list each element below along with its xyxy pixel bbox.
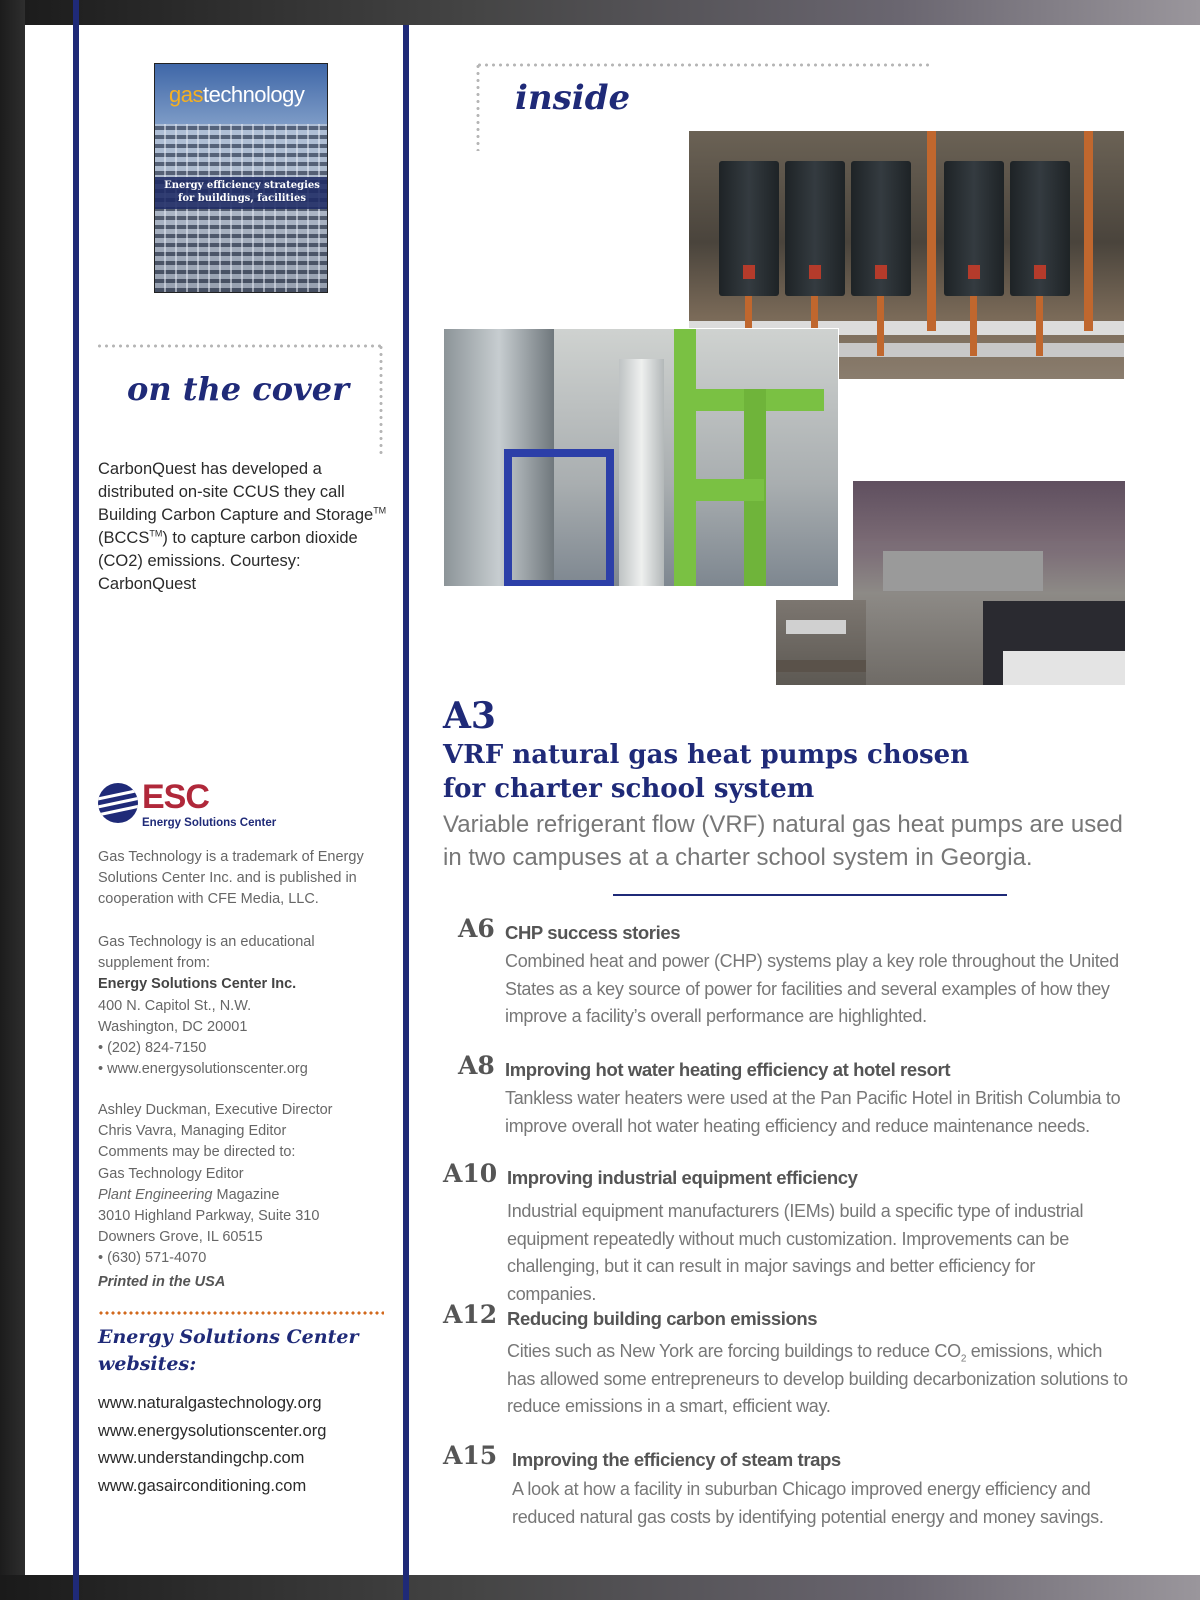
cover-thumbnail[interactable] <box>154 63 328 293</box>
publisher-address-1: 400 N. Capitol St., N.W. <box>98 997 252 1014</box>
article-heading[interactable]: Improving industrial equipment efficiency <box>507 1167 858 1188</box>
caption-text-2: (BCCS <box>98 529 150 547</box>
logo-technology-part: technology <box>202 82 305 107</box>
websites-list <box>98 1390 326 1501</box>
inside-heading: inside <box>515 78 631 118</box>
caption-text-3: ) to capture carbon dioxide (CO2) emissions. Courtesy: CarbonQuest <box>98 529 358 593</box>
left-column-bar <box>73 0 79 1600</box>
editor-address-2: Downers Grove, IL 60515 <box>98 1229 263 1246</box>
website-link[interactable]: www.naturalgastechnology.org <box>98 1394 322 1412</box>
photo-blue-frame <box>504 449 614 587</box>
co2-subscript: 2 <box>960 1353 967 1365</box>
article-summary: Industrial equipment manufacturers (IEMs) build a specific type of industrial equipment repeatedly without much customization. Improvements can be challenging, but it can result in major savings and better efficiency for companies. <box>507 1201 1084 1305</box>
article-summary: A look at how a facility in suburban Chicago improved energy efficiency and reduced natural gas costs by identifying potential energy and money savings. <box>512 1479 1104 1527</box>
article-page-number: A12 <box>443 1300 498 1329</box>
on-the-cover-heading: on the cover <box>127 370 349 408</box>
executive-director: Ashley Duckman, Executive Director <box>98 1102 333 1118</box>
feature-page-number: A3 <box>443 695 496 737</box>
photo-copper-pipe <box>927 131 936 331</box>
photo-heater <box>851 161 911 296</box>
article-summary: Combined heat and power (CHP) systems play a key role throughout the United States as a key source of power for facilities and several examples of how they improve a facility’s overall performance are highlighted. <box>505 951 1119 1027</box>
photo-column <box>619 359 664 587</box>
center-column-bar <box>403 25 409 1600</box>
photo-copper-pipe <box>877 296 884 356</box>
article-heading[interactable]: CHP success stories <box>505 922 681 943</box>
summary-text-2: emissions, which has allowed some entrepreneurs to develop building decarbonization solutions to reduce emissions in a smart, efficient way. <box>507 1341 1128 1417</box>
photo-copper-pipe <box>970 296 977 356</box>
websites-heading: Energy Solutions Center websites: <box>98 1326 359 1375</box>
photo-copper-pipe <box>1036 296 1043 356</box>
trademark-notice: Gas Technology is a trademark of Energy Solutions Center Inc. and is published in cooperation with CFE Media, LLC. <box>98 849 364 908</box>
trademark-sup-1: TM <box>373 505 387 516</box>
page-frame-bottom <box>0 1575 1200 1600</box>
article-page-number: A8 <box>458 1051 495 1080</box>
printed-notice: Printed in the USA <box>98 1274 226 1290</box>
photo-white-building <box>1003 651 1125 685</box>
article-heading[interactable]: Improving the efficiency of steam traps <box>512 1449 841 1470</box>
magazine-name-italic: Plant Engineering <box>98 1186 213 1203</box>
industrial-plant-aerial-photo[interactable] <box>853 481 1125 685</box>
photo-green-pipe <box>694 479 764 501</box>
publisher-phone: • (202) 824-7150 <box>98 1040 207 1057</box>
feature-description: Variable refrigerant flow (VRF) natural gas heat pumps are used in two campuses at a charter school system in Georgia. <box>443 811 1123 871</box>
article-page-number: A15 <box>443 1441 498 1470</box>
website-link[interactable]: www.gasairconditioning.com <box>98 1477 307 1496</box>
cover-magazine-logo <box>169 82 304 108</box>
photo-roof <box>883 551 1043 591</box>
trademark-sup-2: TM <box>149 528 163 539</box>
page-frame-top <box>0 0 1200 25</box>
caption-text-1: CarbonQuest has developed a distributed on-site CCUS they call Building Carbon Capture and Storage <box>98 460 374 524</box>
editor-contact: Gas Technology Editor <box>98 1165 244 1182</box>
publisher-address-2: Washington, DC 20001 <box>98 1018 248 1035</box>
industrial-plant-aerial-photo-extension <box>776 600 866 685</box>
cover-dotted-border-top <box>96 344 382 348</box>
esc-logo-text: ESC <box>142 778 209 816</box>
photo-rail <box>776 660 866 672</box>
page-frame-left <box>0 0 25 1600</box>
cover-caption <box>98 458 388 596</box>
managing-editor: Chris Vavra, Managing Editor <box>98 1123 287 1140</box>
cover-tagline: Energy efficiency strategies for buildings, facilities <box>164 180 320 204</box>
publisher-name: Energy Solutions Center Inc. <box>98 976 297 993</box>
comments-intro: Comments may be directed to: <box>98 1144 296 1161</box>
cover-dotted-border-right <box>379 344 383 454</box>
logo-gas-part: gas <box>169 82 203 107</box>
carbon-capture-equipment-photo[interactable] <box>443 328 839 587</box>
inside-dotted-border-top <box>476 63 931 67</box>
feature-divider <box>613 894 1007 896</box>
article-heading[interactable]: Reducing building carbon emissions <box>507 1308 818 1329</box>
editor-address-1: 3010 Highland Parkway, Suite 310 <box>98 1208 320 1225</box>
magazine-name-rest: Magazine <box>212 1186 280 1203</box>
article-page-number: A6 <box>458 914 495 943</box>
inside-dotted-border-left <box>476 63 480 151</box>
publisher-intro: Gas Technology is an educational supplement from: <box>98 934 315 972</box>
photo-buildings <box>853 481 1125 541</box>
publisher-website[interactable]: • www.energysolutionscenter.org <box>98 1061 308 1078</box>
article-heading[interactable]: Improving hot water heating efficiency at hotel resort <box>505 1059 951 1080</box>
esc-logo[interactable] <box>98 780 298 832</box>
cover-tagline-band <box>155 177 328 209</box>
orange-dotted-divider <box>98 1311 384 1315</box>
esc-logo-subtitle: Energy Solutions Center <box>142 817 277 829</box>
photo-heater <box>785 161 845 296</box>
photo-trailer <box>786 620 846 634</box>
staff-info <box>98 1100 393 1270</box>
photo-heater <box>1010 161 1070 296</box>
editor-phone: • (630) 571-4070 <box>98 1250 207 1267</box>
photo-green-pipe <box>674 329 696 587</box>
website-link[interactable]: www.energysolutionscenter.org <box>98 1421 327 1440</box>
summary-text-1: Cities such as New York are forcing buildings to reduce CO <box>507 1341 961 1361</box>
website-link[interactable]: www.understandingchp.com <box>98 1449 305 1468</box>
feature-title[interactable]: VRF natural gas heat pumps chosen for charter school system <box>443 740 970 804</box>
photo-copper-pipe <box>1084 131 1093 331</box>
esc-globe-icon <box>98 783 138 823</box>
magazine-name <box>98 1185 393 1206</box>
article-page-number: A10 <box>443 1159 498 1188</box>
photo-heater <box>719 161 779 296</box>
article-summary: Tankless water heaters were used at the Pan Pacific Hotel in British Columbia to improve overall hot water heating efficiency and reduce maintenance needs. <box>505 1088 1121 1136</box>
photo-heater <box>944 161 1004 296</box>
publisher-info <box>98 932 393 1080</box>
article-summary <box>507 1338 1132 1421</box>
